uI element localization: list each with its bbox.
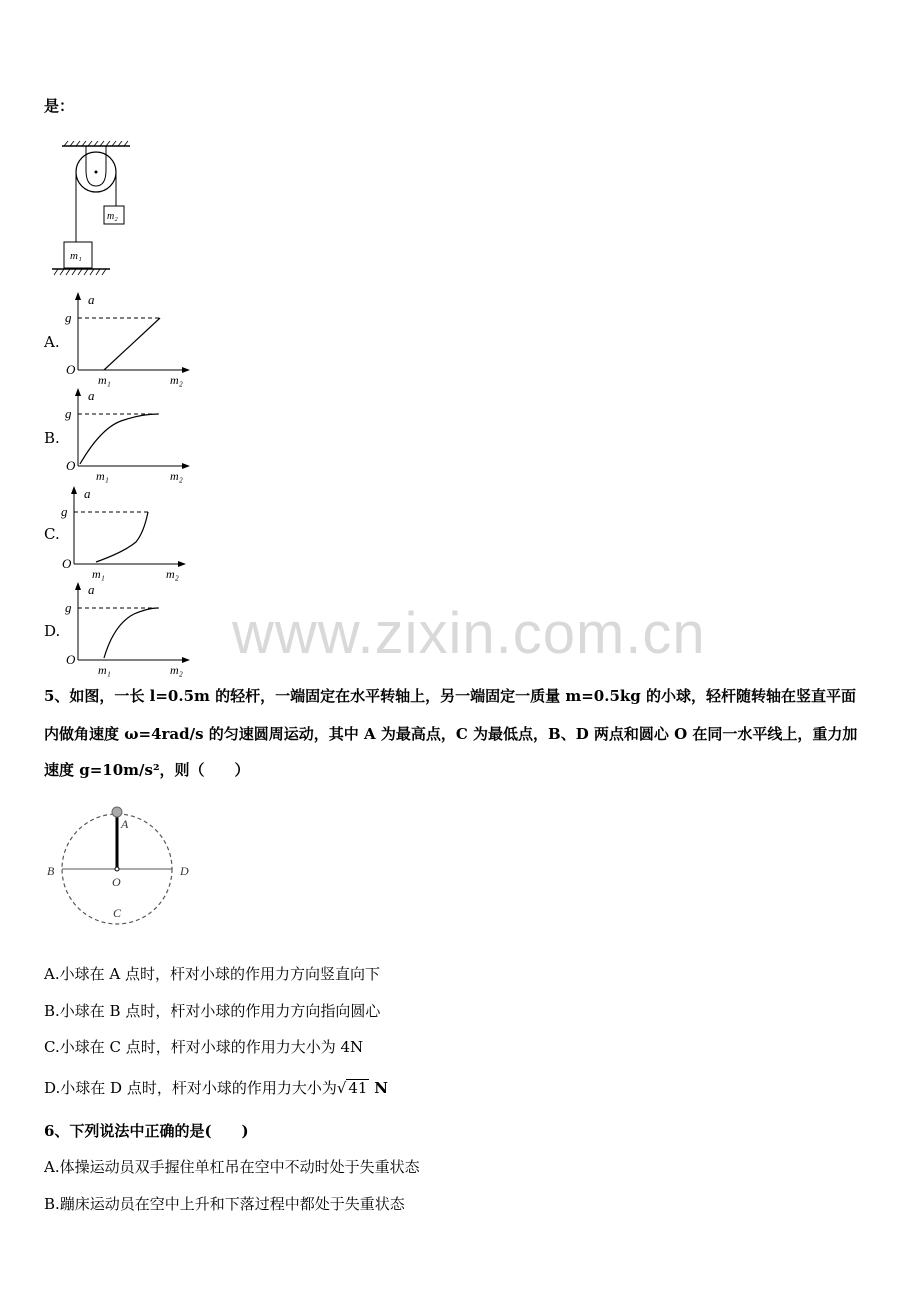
graph-a-x1: m₁ xyxy=(98,373,111,387)
q6-stem: 6、下列说法中正确的是( ) xyxy=(44,1122,249,1140)
graph-a-glabel: g xyxy=(65,310,72,325)
graph-d-origin: O xyxy=(66,652,76,667)
circle-figure xyxy=(40,800,200,930)
pulley-m1-label: m₁ xyxy=(70,250,82,262)
graph-d-x1: m₁ xyxy=(98,663,111,677)
graph-option-a xyxy=(62,290,192,388)
graph-b-x2: m₂ xyxy=(170,469,183,483)
pulley-m2-label: m₂ xyxy=(107,211,118,222)
graph-d-x2: m₂ xyxy=(170,663,183,677)
graph-a-ylabel: a xyxy=(88,292,95,307)
graph-d-ylabel: a xyxy=(88,582,95,597)
q5-option-a: A.小球在 A 点时，杆对小球的作用力方向竖直向下 xyxy=(44,965,380,983)
graph-b-ylabel: a xyxy=(88,388,95,403)
graph-c-glabel: g xyxy=(61,504,68,519)
graph-c-origin: O xyxy=(62,556,72,571)
graph-b-x1: m₁ xyxy=(96,469,109,483)
q5-option-d-unit: N xyxy=(374,1079,388,1097)
q5-line-1: 5、如图，一长 l=0.5m 的轻杆，一端固定在水平转轴上，另一端固定一质量 m=0.5kg 的小球，轻杆随转轴在竖直平面 xyxy=(44,687,856,705)
intro-text: 是： xyxy=(44,97,75,115)
q5-option-c: C.小球在 C 点时，杆对小球的作用力大小为 4N xyxy=(44,1038,364,1056)
circle-label-d: D xyxy=(180,864,189,878)
graph-b-glabel: g xyxy=(65,406,72,421)
q6-option-a: A.体操运动员双手握住单杠吊在空中不动时处于失重状态 xyxy=(44,1158,420,1176)
watermark: www.zixin.com.cn xyxy=(232,601,706,666)
graph-option-c xyxy=(58,484,188,582)
graph-c-ylabel: a xyxy=(84,486,91,501)
graph-a-x2: m₂ xyxy=(170,373,183,387)
q5-line-2: 内做角速度 ω=4rad/s 的匀速圆周运动，其中 A 为最高点，C 为最低点，B、D 两点和圆心 O 在同一水平线上，重力加 xyxy=(44,725,858,743)
graph-c-x1: m₁ xyxy=(92,567,105,581)
graph-b-origin: O xyxy=(66,458,76,473)
circle-label-o: O xyxy=(112,875,121,889)
graph-c-x2: m₂ xyxy=(166,567,179,581)
pulley-figure xyxy=(50,140,130,280)
circle-label-b: B xyxy=(47,864,55,878)
q5-option-b: B.小球在 B 点时，杆对小球的作用力方向指向圆心 xyxy=(44,1002,381,1020)
graph-option-a-letter: A. xyxy=(44,333,60,351)
q6-option-b: B.蹦床运动员在空中上升和下落过程中都处于失重状态 xyxy=(44,1195,405,1213)
graph-option-c-letter: C. xyxy=(44,525,60,543)
graph-option-b-letter: B. xyxy=(44,429,60,447)
graph-option-d xyxy=(62,580,192,678)
graph-a-origin: O xyxy=(66,362,76,377)
circle-label-a: A xyxy=(121,817,129,831)
graph-d-glabel: g xyxy=(65,600,72,615)
graph-option-b xyxy=(62,386,192,484)
q5-option-d-root: 41 xyxy=(348,1079,368,1097)
q5-option-d: D.小球在 D 点时，杆对小球的作用力大小为√ 41 N xyxy=(44,1079,388,1097)
q5-line-3: 速度 g=10m/s²，则（ ） xyxy=(44,761,250,779)
q5-option-d-prefix: D.小球在 D 点时，杆对小球的作用力大小为 xyxy=(44,1079,337,1097)
graph-option-d-letter: D. xyxy=(44,622,61,640)
circle-label-c: C xyxy=(113,906,122,920)
